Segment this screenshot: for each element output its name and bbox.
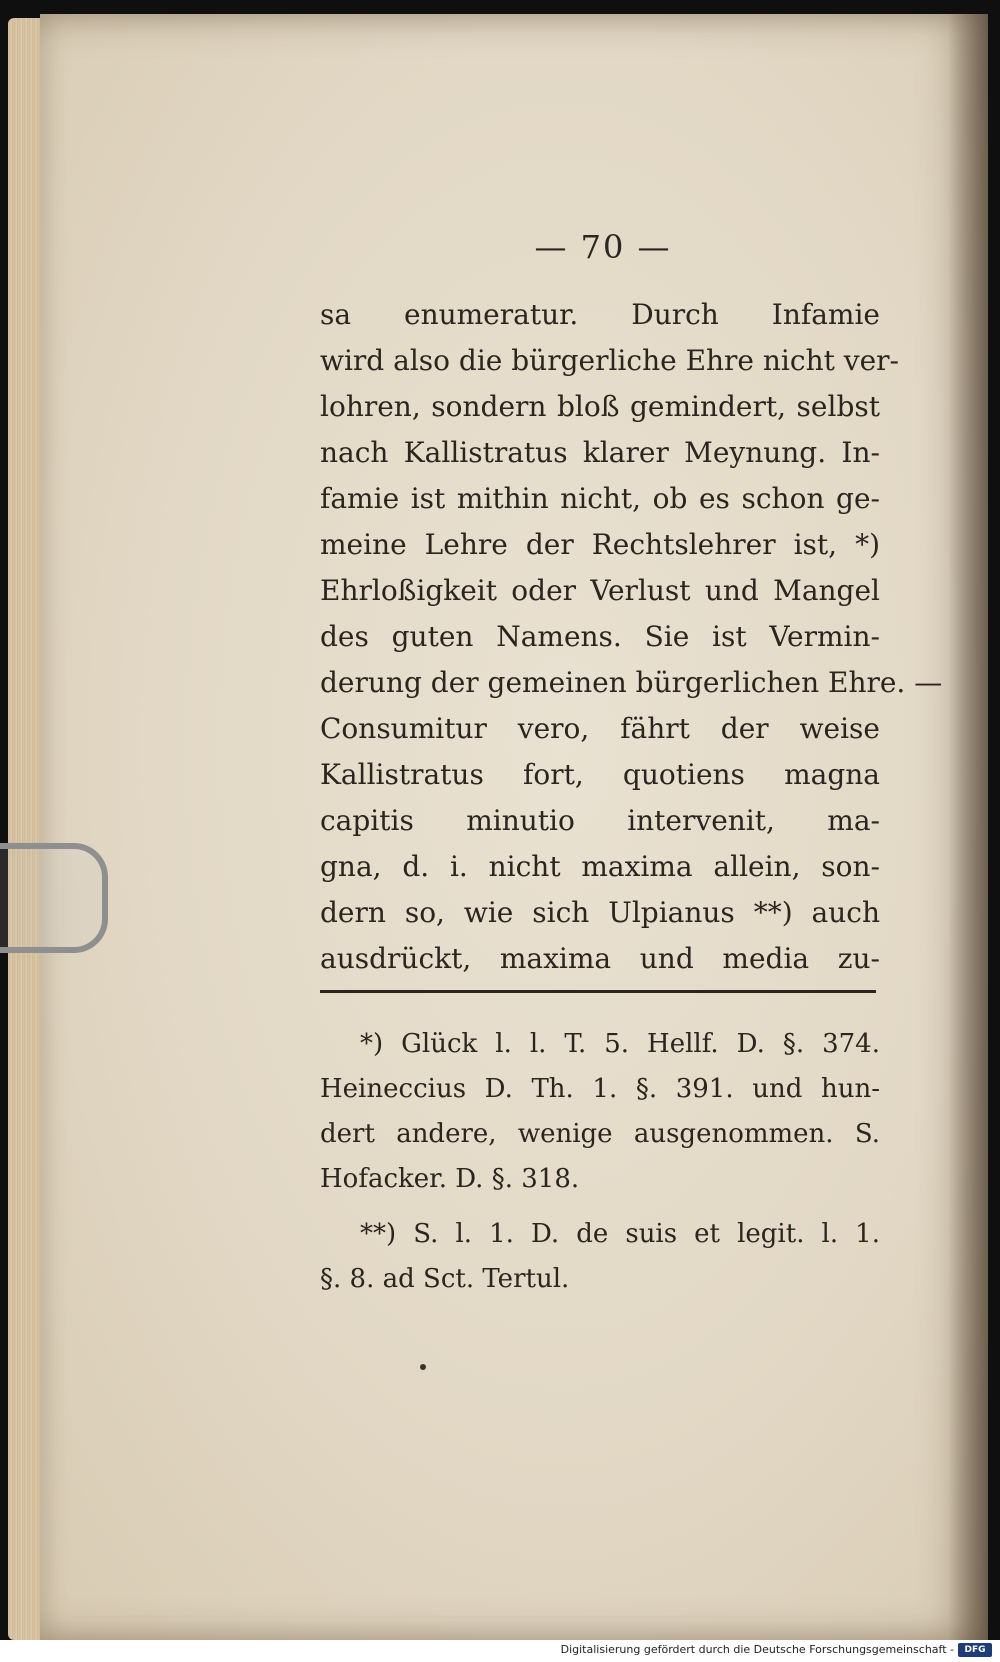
text-line: famie ist mithin nicht, ob es schon ge- (320, 482, 880, 515)
footnote-line: dert andere, wenige ausgenommen. S. (320, 1119, 880, 1149)
text-line: Kallistratus fort, quotiens magna (320, 758, 880, 791)
footnotes (320, 1022, 880, 1302)
text-line: nach Kallistratus klarer Meynung. In- (320, 436, 880, 469)
dfg-logo: DFG (958, 1643, 992, 1657)
ink-dot (420, 1364, 426, 1370)
footnote-line: **) S. l. 1. D. de suis et legit. l. 1. (360, 1219, 880, 1249)
text-line: lohren, sondern bloß gemindert, selbst (320, 390, 880, 423)
text-line: meine Lehre der Rechtslehrer ist, *) (320, 528, 880, 561)
page-number: — 70 — (534, 228, 672, 266)
footnote-line: *) Glück l. l. T. 5. Hellf. D. §. 374. (360, 1029, 880, 1059)
page-clip (0, 843, 108, 953)
footnote-line: Heineccius D. Th. 1. §. 391. und hun- (320, 1074, 880, 1104)
text-line: des guten Namens. Sie ist Vermin- (320, 620, 880, 653)
footnote-gap (320, 1202, 880, 1212)
text-line: derung der gemeinen bürgerlichen Ehre. — (320, 666, 943, 699)
text-line: Ehrloßigkeit oder Verlust und Mangel (320, 574, 880, 607)
text-line: ausdrückt, maxima und media zu- (320, 942, 880, 975)
footnote-rule (320, 990, 876, 993)
footnote-line: Hofacker. D. §. 318. (320, 1164, 580, 1194)
footnote-line: §. 8. ad Sct. Tertul. (320, 1264, 570, 1294)
text-line: Consumitur vero, fährt der weise (320, 712, 880, 745)
main-text (320, 292, 943, 982)
footer-credit: Digitalisierung gefördert durch die Deutsche Forschungsgemeinschaft - (560, 1643, 954, 1656)
footer-bar (0, 1640, 1000, 1662)
text-line: sa enumeratur. Durch Infamie (320, 298, 880, 331)
gutter-shadow (948, 14, 988, 1640)
text-line: capitis minutio intervenit, ma- (320, 804, 880, 837)
text-line: dern so, wie sich Ulpianus **) auch (320, 896, 880, 929)
text-line: wird also die bürgerliche Ehre nicht ver- (320, 344, 899, 377)
text-line: gna, d. i. nicht maxima allein, son- (320, 850, 880, 883)
